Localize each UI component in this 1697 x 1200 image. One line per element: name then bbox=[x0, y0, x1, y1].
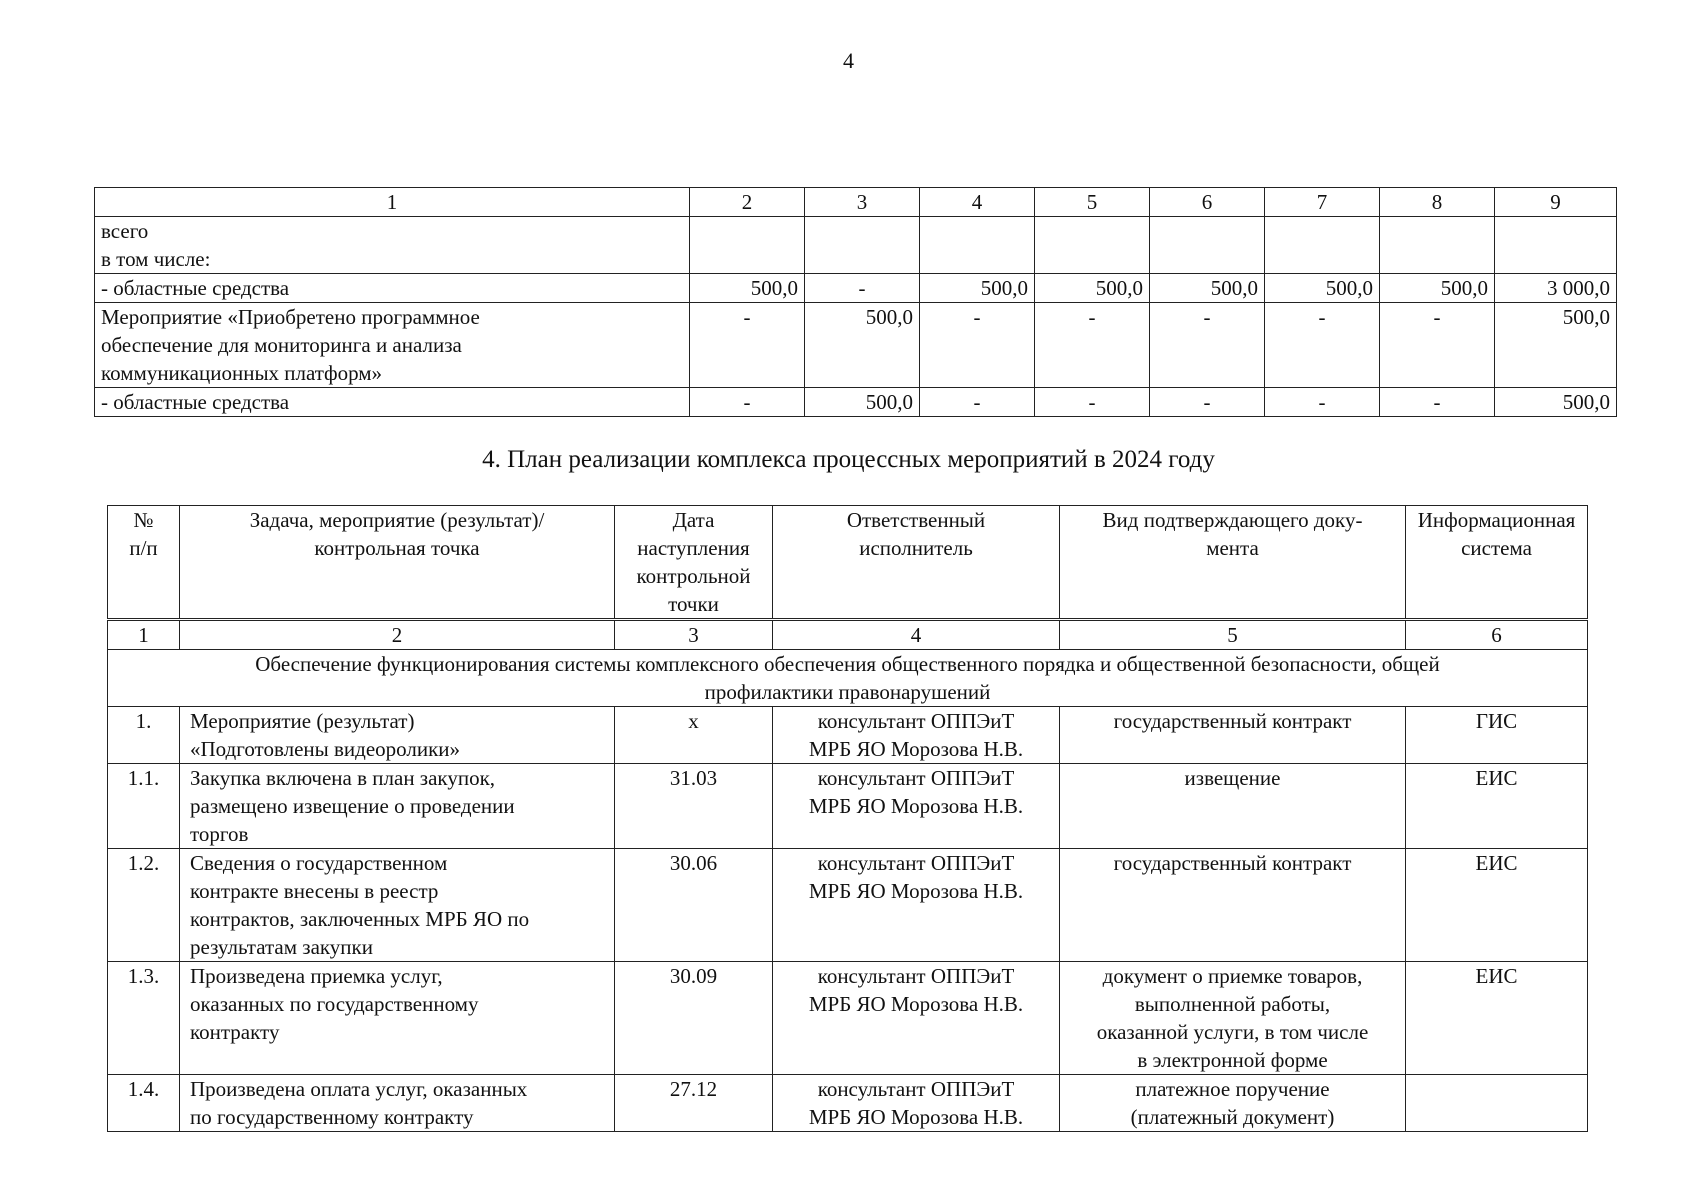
column-numbers-row bbox=[108, 620, 1588, 650]
funding-cell: 500,0 bbox=[1495, 388, 1617, 417]
funding-cell bbox=[920, 217, 1035, 274]
funding-cell: - bbox=[1380, 303, 1495, 388]
header-line: контрольной bbox=[636, 564, 751, 588]
header-task bbox=[180, 506, 615, 620]
funding-header-cell: 1 bbox=[95, 188, 690, 217]
document-line: документ о приемке товаров, bbox=[1102, 964, 1363, 988]
task-line: «Подготовлены видеоролики» bbox=[190, 737, 461, 761]
funding-cell: - bbox=[1265, 303, 1380, 388]
row-number: 1.1. bbox=[108, 764, 180, 849]
funding-cell: - bbox=[805, 274, 920, 303]
task-line: Произведена приемка услуг, bbox=[190, 964, 443, 988]
funding-cell: - bbox=[1035, 303, 1150, 388]
column-number: 3 bbox=[615, 620, 773, 650]
header-date bbox=[615, 506, 773, 620]
plan-table-header bbox=[108, 506, 1588, 620]
document-line: (платежный документ) bbox=[1130, 1105, 1335, 1129]
responsible-line: МРБ ЯО Морозова Н.В. bbox=[808, 737, 1024, 761]
responsible-line: МРБ ЯО Морозова Н.В. bbox=[808, 794, 1024, 818]
responsible-line: консультант ОППЭиТ bbox=[817, 964, 1015, 988]
funding-cell: 500,0 bbox=[1265, 274, 1380, 303]
plan-row bbox=[108, 707, 1588, 764]
header-document bbox=[1060, 506, 1406, 620]
row-number: 1. bbox=[108, 707, 180, 764]
funding-row-activity bbox=[95, 303, 1617, 388]
funding-cell: 500,0 bbox=[1035, 274, 1150, 303]
funding-table bbox=[94, 187, 1617, 417]
funding-row-regional bbox=[95, 274, 1617, 303]
header-system bbox=[1406, 506, 1588, 620]
header-line: система bbox=[1461, 536, 1532, 560]
responsible-line: консультант ОППЭиТ bbox=[817, 1077, 1015, 1101]
funding-header-cell: 3 bbox=[805, 188, 920, 217]
header-line: Ответственный bbox=[846, 508, 986, 532]
header-number bbox=[108, 506, 180, 620]
row-document bbox=[1060, 1075, 1406, 1132]
funding-cell: 500,0 bbox=[1380, 274, 1495, 303]
row-date: 27.12 bbox=[615, 1075, 773, 1132]
funding-cell: - bbox=[1150, 303, 1265, 388]
funding-row-label bbox=[95, 303, 690, 388]
row-document bbox=[1060, 962, 1406, 1075]
task-line: контракте внесены в реестр bbox=[190, 879, 439, 903]
funding-cell: 3 000,0 bbox=[1495, 274, 1617, 303]
column-number: 1 bbox=[108, 620, 180, 650]
funding-row-label bbox=[95, 217, 690, 274]
group-title bbox=[108, 650, 1588, 707]
funding-cell bbox=[1150, 217, 1265, 274]
row-date: х bbox=[615, 707, 773, 764]
funding-cell bbox=[1265, 217, 1380, 274]
funding-header-cell: 7 bbox=[1265, 188, 1380, 217]
task-line: контрактов, заключенных МРБ ЯО по bbox=[190, 907, 530, 931]
funding-cell: - bbox=[690, 303, 805, 388]
header-line: Задача, мероприятие (результат)/ bbox=[249, 508, 545, 532]
row-system: ЕИС bbox=[1406, 962, 1588, 1075]
header-line: Дата bbox=[672, 508, 715, 532]
row-system: ГИС bbox=[1406, 707, 1588, 764]
funding-cell bbox=[690, 217, 805, 274]
row-system: ЕИС bbox=[1406, 764, 1588, 849]
funding-cell: 500,0 bbox=[805, 303, 920, 388]
row-task bbox=[180, 1075, 615, 1132]
funding-header-cell: 8 bbox=[1380, 188, 1495, 217]
funding-cell: - bbox=[920, 303, 1035, 388]
column-number: 2 bbox=[180, 620, 615, 650]
row-responsible bbox=[773, 707, 1060, 764]
header-line: Информационная bbox=[1417, 508, 1576, 532]
label-line: всего bbox=[101, 219, 149, 243]
plan-row bbox=[108, 849, 1588, 962]
row-responsible bbox=[773, 962, 1060, 1075]
row-number: 1.3. bbox=[108, 962, 180, 1075]
plan-row bbox=[108, 1075, 1588, 1132]
responsible-line: МРБ ЯО Морозова Н.В. bbox=[808, 879, 1024, 903]
row-system bbox=[1406, 1075, 1588, 1132]
row-document bbox=[1060, 764, 1406, 849]
row-responsible bbox=[773, 1075, 1060, 1132]
funding-cell: 500,0 bbox=[1150, 274, 1265, 303]
funding-row-regional bbox=[95, 388, 1617, 417]
column-number: 5 bbox=[1060, 620, 1406, 650]
group-title-line: Обеспечение функционирования системы комплексного обеспечения общественного порядка и общественной безопасности, общей bbox=[255, 652, 1440, 676]
section-title: 4. План реализации комплекса процессных мероприятий в 2024 году bbox=[482, 446, 1215, 473]
task-line: размещено извещение о проведении bbox=[190, 794, 515, 818]
page-number: 4 bbox=[843, 48, 854, 73]
task-line: Закупка включена в план закупок, bbox=[190, 766, 496, 790]
responsible-line: консультант ОППЭиТ bbox=[817, 851, 1015, 875]
funding-cell bbox=[1495, 217, 1617, 274]
task-line: торгов bbox=[190, 822, 249, 846]
task-line: Сведения о государственном bbox=[190, 851, 448, 875]
funding-header-cell: 5 bbox=[1035, 188, 1150, 217]
funding-cell: 500,0 bbox=[805, 388, 920, 417]
row-task bbox=[180, 764, 615, 849]
document-line: в электронной форме bbox=[1137, 1048, 1328, 1072]
column-number: 6 bbox=[1406, 620, 1588, 650]
task-line: Мероприятие (результат) bbox=[190, 709, 415, 733]
header-line: № bbox=[133, 508, 154, 532]
funding-row-total bbox=[95, 217, 1617, 274]
label-line: Мероприятие «Приобретено программное bbox=[101, 305, 480, 329]
responsible-line: МРБ ЯО Морозова Н.В. bbox=[808, 1105, 1024, 1129]
responsible-line: консультант ОППЭиТ bbox=[817, 709, 1015, 733]
task-line: оказанных по государственному bbox=[190, 992, 479, 1016]
funding-table-header bbox=[95, 188, 1617, 217]
funding-header-cell: 4 bbox=[920, 188, 1035, 217]
task-line: результатам закупки bbox=[190, 935, 373, 959]
group-title-row bbox=[108, 650, 1588, 707]
row-responsible bbox=[773, 849, 1060, 962]
document-line: оказанной услуги, в том числе bbox=[1096, 1020, 1369, 1044]
plan-row bbox=[108, 764, 1588, 849]
funding-cell: 500,0 bbox=[920, 274, 1035, 303]
row-date: 30.06 bbox=[615, 849, 773, 962]
row-responsible bbox=[773, 764, 1060, 849]
header-line: п/п bbox=[129, 536, 158, 560]
row-document bbox=[1060, 707, 1406, 764]
row-date: 30.09 bbox=[615, 962, 773, 1075]
funding-row-label: - областные средства bbox=[95, 274, 690, 303]
row-task bbox=[180, 707, 615, 764]
row-task bbox=[180, 962, 615, 1075]
funding-cell: - bbox=[1380, 388, 1495, 417]
header-line: Вид подтверждающего доку- bbox=[1102, 508, 1363, 532]
document-line: государственный контракт bbox=[1113, 851, 1352, 875]
funding-cell: 500,0 bbox=[690, 274, 805, 303]
funding-cell: - bbox=[690, 388, 805, 417]
funding-row-label: - областные средства bbox=[95, 388, 690, 417]
funding-cell: - bbox=[1150, 388, 1265, 417]
funding-cell bbox=[1380, 217, 1495, 274]
funding-cell: 500,0 bbox=[1495, 303, 1617, 388]
document-line: выполненной работы, bbox=[1134, 992, 1331, 1016]
funding-cell: - bbox=[1035, 388, 1150, 417]
funding-cell bbox=[805, 217, 920, 274]
funding-cell: - bbox=[1265, 388, 1380, 417]
row-date: 31.03 bbox=[615, 764, 773, 849]
row-document bbox=[1060, 849, 1406, 962]
group-title-line: профилактики правонарушений bbox=[704, 680, 991, 704]
document-line: платежное поручение bbox=[1135, 1077, 1330, 1101]
responsible-line: МРБ ЯО Морозова Н.В. bbox=[808, 992, 1024, 1016]
funding-header-cell: 6 bbox=[1150, 188, 1265, 217]
header-line: наступления bbox=[637, 536, 750, 560]
label-line: в том числе: bbox=[101, 247, 211, 271]
funding-header-cell: 2 bbox=[690, 188, 805, 217]
row-number: 1.2. bbox=[108, 849, 180, 962]
funding-cell bbox=[1035, 217, 1150, 274]
header-responsible bbox=[773, 506, 1060, 620]
plan-table bbox=[107, 505, 1588, 1132]
row-system: ЕИС bbox=[1406, 849, 1588, 962]
document-line: извещение bbox=[1184, 766, 1281, 790]
task-line: Произведена оплата услуг, оказанных bbox=[190, 1077, 528, 1101]
plan-row bbox=[108, 962, 1588, 1075]
header-line: мента bbox=[1206, 536, 1259, 560]
task-line: по государственному контракту bbox=[190, 1105, 474, 1129]
row-number: 1.4. bbox=[108, 1075, 180, 1132]
header-line: контрольная точка bbox=[314, 536, 480, 560]
funding-header-cell: 9 bbox=[1495, 188, 1617, 217]
column-number: 4 bbox=[773, 620, 1060, 650]
task-line: контракту bbox=[190, 1020, 280, 1044]
document-line: государственный контракт bbox=[1113, 709, 1352, 733]
row-task bbox=[180, 849, 615, 962]
funding-cell: - bbox=[920, 388, 1035, 417]
responsible-line: консультант ОППЭиТ bbox=[817, 766, 1015, 790]
label-line: обеспечение для мониторинга и анализа bbox=[101, 333, 462, 357]
header-line: исполнитель bbox=[859, 536, 973, 560]
label-line: коммуникационных платформ» bbox=[101, 361, 383, 385]
header-line: точки bbox=[668, 592, 719, 616]
